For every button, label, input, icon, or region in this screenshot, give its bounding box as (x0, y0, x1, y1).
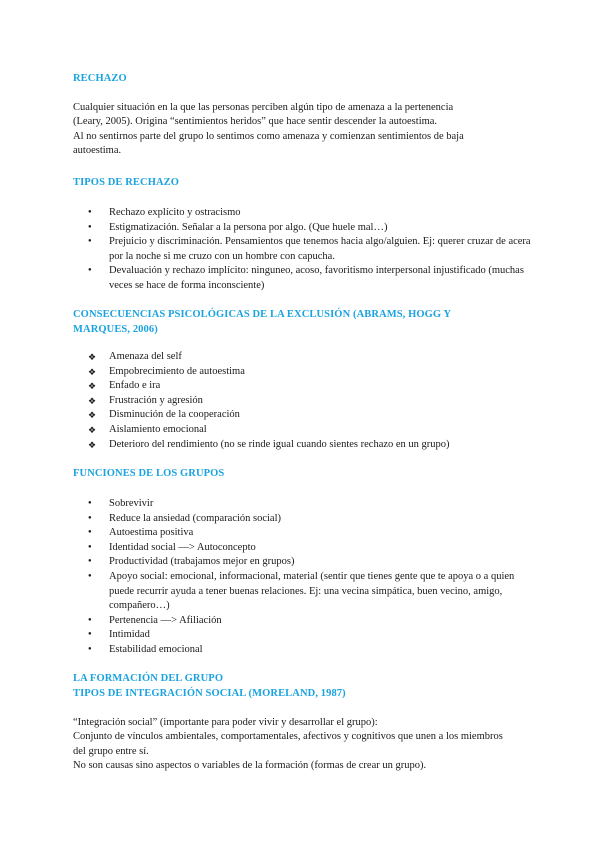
diamond-bullet-icon (88, 438, 102, 454)
list-consecuencias (88, 350, 533, 452)
list-item: ❖ Amenaza del self (88, 350, 533, 365)
list-item: ❖ Enfado e ira (88, 379, 533, 394)
bullet-icon (88, 526, 102, 542)
list-item: ● Estigmatización. Señalar a la persona por algo. (Que huele mal…) (88, 221, 533, 236)
list-item: ❖ Disminución de la cooperación (88, 408, 533, 423)
bullet-icon (88, 541, 102, 557)
diamond-bullet-icon (88, 350, 102, 366)
list-item: ● Prejuicio y discriminación. Pensamientos que tenemos hacia algo/alguien. Ej: querer cruzar de acera por la noche si me cruzo con un hombre con capucha. (88, 235, 533, 264)
list-item: ● Identidad social —> Autoconcepto (88, 541, 533, 556)
text-line: No son causas sino aspectos o variables de la formación (formas de crear un grupo). (73, 760, 427, 772)
list-item: ❖ Deterioro del rendimiento (no se rinde igual cuando sientes rechazo en un grupo) (88, 438, 533, 453)
list-item: ● Intimidad (88, 628, 533, 643)
list-item: ❖ Empobrecimiento de autoestima (88, 365, 533, 380)
heading-consecuencias: CONSECUENCIAS PSICOLÓGICAS DE LA EXCLUSIÓN (ABRAMS, HOGG Y MARQUES, 2006) (73, 309, 452, 335)
list-item: ● Estabilidad emocional (88, 643, 533, 658)
paragraph-rechazo (73, 101, 553, 159)
diamond-bullet-icon (88, 423, 102, 439)
heading-tipos-rechazo: TIPOS DE RECHAZO (73, 177, 180, 188)
bullet-icon (88, 643, 102, 659)
list-item: ● Productividad (trabajamos mejor en grupos) (88, 555, 533, 570)
text-line: Conjunto de vínculos ambientales, comportamentales, afectivos y cognitivos que unen a los miembros (73, 731, 503, 743)
bullet-icon (88, 628, 102, 644)
list-item: ● Sobrevivir (88, 497, 533, 512)
bullet-icon (88, 570, 102, 586)
list-item: ❖ Frustración y agresión (88, 394, 533, 409)
list-item: ❖ Aislamiento emocional (88, 423, 533, 438)
bullet-icon (88, 614, 102, 630)
list-tipos-rechazo (88, 206, 533, 294)
heading-rechazo: RECHAZO (73, 73, 127, 84)
text-line: del grupo entre sí. (73, 745, 149, 757)
list-item: ● Pertenencia —> Afiliación (88, 614, 533, 629)
list-item: ● Autoestima positiva (88, 526, 533, 541)
text-line: Al no sentirnos parte del grupo lo sentimos como amenaza y comienzan sentimientos de baja (73, 130, 464, 142)
list-item: ● Rechazo explícito y ostracismo (88, 206, 533, 221)
text-line: Cualquier situación en la que las personas perciben algún tipo de amenaza a la pertenencia (73, 102, 454, 113)
text-line: autoestima. (73, 145, 122, 157)
bullet-icon (88, 264, 102, 280)
bullet-icon (88, 235, 102, 251)
diamond-bullet-icon (88, 379, 102, 395)
list-item: ● Apoyo social: emocional, informacional, material (sentir que tienes gente que te apoya o a quien puede recurrir ayuda a tener buenas relaciones. Ej: una vecina simpática, buen vecino, amigo, compañero…) (88, 570, 533, 614)
text-line: “Integración social” (importante para poder vivir y desarrollar el grupo): (73, 717, 378, 728)
bullet-icon (88, 555, 102, 571)
bullet-icon (88, 497, 102, 513)
bullet-icon (88, 512, 102, 528)
bullet-icon (88, 206, 102, 222)
bullet-icon (88, 221, 102, 237)
list-item: ● Reduce la ansiedad (comparación social) (88, 512, 533, 527)
diamond-bullet-icon (88, 394, 102, 410)
diamond-bullet-icon (88, 408, 102, 424)
paragraph-integracion (73, 716, 553, 774)
heading-formacion: LA FORMACIÓN DEL GRUPO TIPOS DE INTEGRACIÓN SOCIAL (MORELAND, 1987) (73, 673, 346, 699)
list-funciones (88, 497, 533, 658)
list-item: ● Devaluación y rechazo implícito: ninguneo, acoso, favoritismo interpersonal injustificado (muchas veces se hace de forma inconsciente) (88, 264, 533, 293)
text-line: (Leary, 2005). Origina “sentimientos heridos” que hace sentir descender la autoestima. (73, 116, 438, 128)
diamond-bullet-icon (88, 365, 102, 381)
heading-funciones: FUNCIONES DE LOS GRUPOS (73, 468, 225, 479)
